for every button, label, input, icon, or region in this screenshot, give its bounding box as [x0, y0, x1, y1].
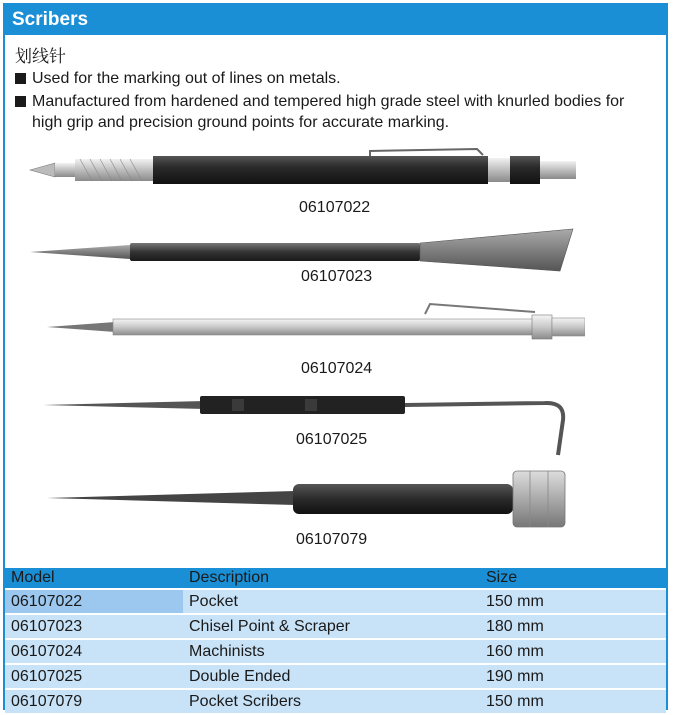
description-cell: Chisel Point & Scraper [183, 614, 480, 639]
product-code: 06107022 [299, 199, 371, 216]
size-cell: 150 mm [480, 589, 666, 614]
product-panel [3, 3, 668, 710]
size-cell: 180 mm [480, 614, 666, 639]
table-row [5, 639, 666, 664]
column-header-model: Model [5, 568, 183, 589]
size-cell: 160 mm [480, 639, 666, 664]
product-code: 06107079 [296, 531, 368, 548]
column-header-size: Size [480, 568, 666, 589]
pocket-scriber-handle-icon [25, 465, 585, 535]
description-cell: Pocket [183, 589, 480, 614]
description-cell: Double Ended [183, 664, 480, 689]
chinese-subtitle: 划线针 [15, 47, 66, 67]
pocket-scriber-icon [25, 145, 585, 195]
table-row [5, 589, 666, 614]
size-cell: 190 mm [480, 664, 666, 689]
page-title: Scribers [12, 9, 89, 30]
bullet-text: Used for the marking out of lines on metals. [32, 70, 341, 87]
size-cell: 150 mm [480, 689, 666, 713]
model-cell: 06107079 [5, 689, 183, 713]
column-header-description: Description [183, 568, 480, 589]
product-code: 06107024 [301, 360, 373, 377]
bullet-text: Manufactured from hardened and tempered high grade steel with knurled bodies for high grip and precision ground points for accurate marking. [32, 93, 625, 131]
bullet-square-icon [15, 96, 26, 107]
product-code: 06107023 [301, 268, 373, 285]
product-code: 06107025 [296, 431, 368, 448]
table-row [5, 664, 666, 689]
table-header-row [5, 568, 666, 589]
model-cell: 06107023 [5, 614, 183, 639]
description-cell: Machinists [183, 639, 480, 664]
table-row [5, 614, 666, 639]
bullet-square-icon [15, 73, 26, 84]
model-cell: 06107022 [5, 589, 183, 614]
model-cell: 06107024 [5, 639, 183, 664]
machinist-scriber-icon [25, 300, 585, 345]
description-cell: Pocket Scribers [183, 689, 480, 713]
spec-table [5, 568, 666, 713]
title-bar [5, 5, 666, 35]
table-row [5, 689, 666, 713]
model-cell: 06107025 [5, 664, 183, 689]
